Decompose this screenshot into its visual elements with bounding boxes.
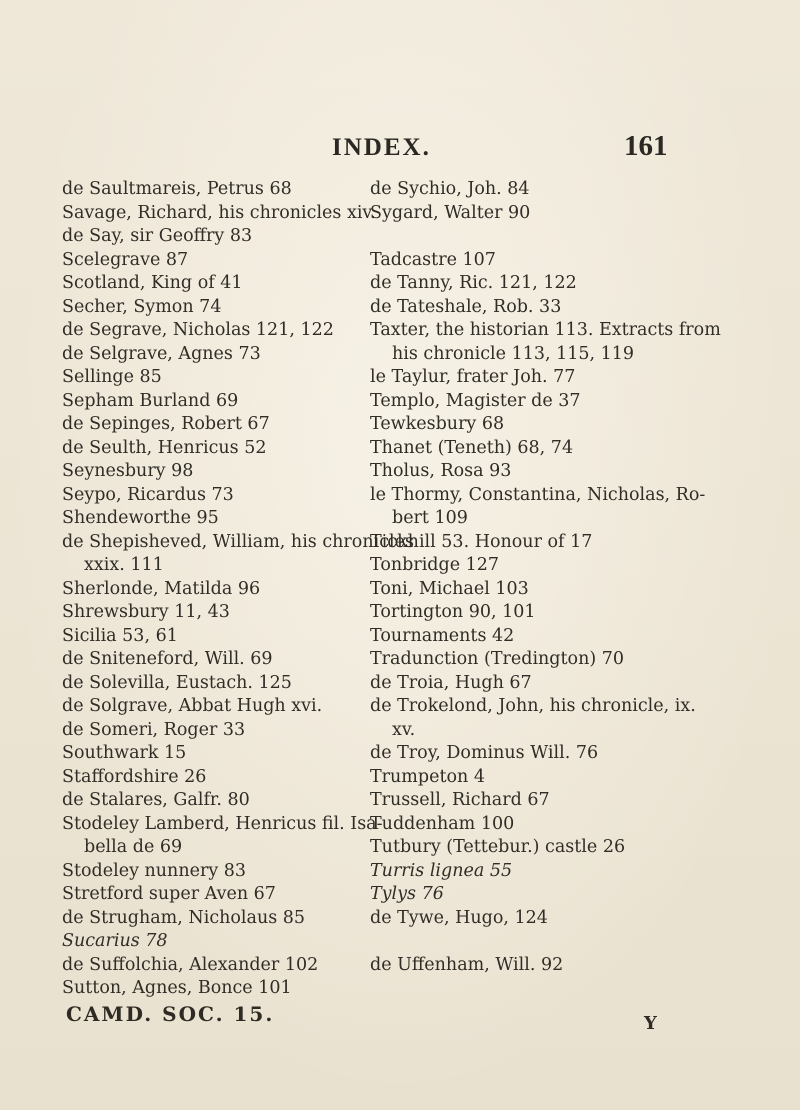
index-entry-text: Trussell, Richard 67 bbox=[370, 790, 550, 810]
index-entry bbox=[370, 296, 672, 320]
index-entry bbox=[62, 977, 362, 1001]
index-entry bbox=[370, 460, 672, 484]
signature-footer: CAMD. SOC. 15. bbox=[66, 1001, 275, 1026]
index-entry bbox=[62, 507, 362, 531]
index-entry bbox=[370, 695, 696, 742]
index-entry-text: de Troia, Hugh 67 bbox=[370, 672, 532, 693]
index-entry bbox=[370, 742, 672, 766]
index-entry bbox=[370, 907, 672, 931]
index-entry bbox=[62, 413, 362, 437]
index-entry bbox=[62, 719, 362, 743]
index-entry-text: le Taylur, frater Joh. 77 bbox=[370, 367, 576, 387]
index-entry bbox=[62, 695, 362, 719]
index-entry-text: de Sepinges, Robert 67 bbox=[62, 414, 270, 434]
index-entry bbox=[62, 202, 376, 226]
index-entry-text: de Tywe, Hugo, 124 bbox=[370, 907, 548, 928]
index-entry bbox=[370, 672, 672, 696]
index-entry bbox=[370, 601, 672, 625]
index-entry-list-u bbox=[370, 954, 672, 978]
index-entry-text: de Someri, Roger 33 bbox=[62, 719, 246, 740]
index-entry-continuation: bert 109 bbox=[392, 508, 468, 528]
index-entry-continuation: his chronicle 113, 115, 119 bbox=[392, 343, 635, 364]
page-number: 161 bbox=[624, 130, 668, 162]
index-entry-text: Secher, Symon 74 bbox=[62, 296, 222, 317]
index-entry-text: Tradunction (Tredington) 70 bbox=[370, 649, 625, 669]
index-entry bbox=[370, 789, 672, 813]
index-entry bbox=[62, 249, 362, 273]
index-entry-text: de Segrave, Nicholas 121, 122 bbox=[62, 320, 334, 340]
index-entry-continuation: xxix. 111 bbox=[84, 555, 164, 575]
index-entry bbox=[62, 813, 383, 860]
index-entry-text: de Sychio, Joh. 84 bbox=[370, 179, 530, 199]
index-entry-text: de Say, sir Geoffry 83 bbox=[62, 226, 253, 246]
index-entry-text: Sepham Burland 69 bbox=[62, 390, 239, 411]
index-entry-text: Southwark 15 bbox=[62, 743, 187, 763]
index-entry bbox=[62, 296, 362, 320]
index-entry-text: Trumpeton 4 bbox=[370, 766, 485, 787]
index-entry-text: Sicilia 53, 61 bbox=[62, 625, 178, 646]
index-entry-text: Tortington 90, 101 bbox=[370, 602, 536, 622]
index-entry-text: Scotland, King of 41 bbox=[62, 273, 243, 293]
index-entry bbox=[370, 437, 672, 461]
signature-mark: Y bbox=[644, 1013, 657, 1034]
index-entry-text: Seynesbury 98 bbox=[62, 461, 194, 481]
index-entry bbox=[62, 883, 362, 907]
index-entry-text: Tickhill 53. Honour of 17 bbox=[370, 531, 593, 552]
index-entry-text: de Stalares, Galfr. 80 bbox=[62, 790, 250, 810]
index-entry bbox=[370, 954, 672, 978]
index-entry bbox=[62, 225, 362, 249]
index-entry-text: Scelegrave 87 bbox=[62, 249, 189, 270]
index-entry bbox=[370, 554, 672, 578]
index-entry bbox=[62, 484, 362, 508]
index-entry bbox=[370, 484, 706, 531]
index-entry-text: de Sniteneford, Will. 69 bbox=[62, 649, 273, 669]
index-entry bbox=[62, 766, 362, 790]
index-entry-text: Tadcastre 107 bbox=[370, 249, 496, 270]
index-entry bbox=[62, 625, 362, 649]
index-entry-text: le Thormy, Constantina, Nicholas, Ro- bbox=[370, 484, 706, 505]
index-entry bbox=[370, 883, 672, 907]
page-header bbox=[0, 130, 800, 174]
index-entry-text: Sygard, Walter 90 bbox=[370, 202, 531, 223]
index-entry bbox=[62, 860, 362, 884]
index-entry-text: de Uffenham, Will. 92 bbox=[370, 954, 564, 975]
index-entry-text: Sellinge 85 bbox=[62, 367, 162, 387]
index-entry-text: Tewkesbury 68 bbox=[370, 414, 505, 434]
index-entry-text: Tholus, Rosa 93 bbox=[370, 461, 512, 481]
index-entry bbox=[370, 249, 672, 273]
index-entry bbox=[62, 437, 362, 461]
index-entry-text: de Tateshale, Rob. 33 bbox=[370, 296, 562, 317]
index-entry-text: de Seulth, Henricus 52 bbox=[62, 437, 267, 458]
index-entry-text: Turris lignea 55 bbox=[370, 860, 513, 881]
index-entry bbox=[62, 907, 362, 931]
index-entry-list-t bbox=[370, 249, 721, 931]
index-entry-list-s-continued bbox=[370, 178, 672, 225]
index-entry-text: Tournaments 42 bbox=[370, 625, 515, 646]
index-entry-text: Tuddenham 100 bbox=[370, 813, 515, 834]
index-entry-text: Toni, Michael 103 bbox=[370, 578, 529, 599]
index-entry-text: de Suffolchia, Alexander 102 bbox=[62, 954, 319, 975]
index-entry-text: de Shepisheved, William, his chronicles bbox=[62, 531, 414, 552]
index-entry-text: Stodeley Lamberd, Henricus fil. Isa- bbox=[62, 813, 383, 834]
index-entry bbox=[370, 178, 672, 202]
index-entry bbox=[370, 202, 672, 226]
index-entry-text: Stodeley nunnery 83 bbox=[62, 860, 247, 881]
index-entry bbox=[370, 813, 672, 837]
index-entry-text: de Troy, Dominus Will. 76 bbox=[370, 743, 599, 763]
index-entry bbox=[370, 766, 672, 790]
index-entry bbox=[62, 601, 362, 625]
index-entry-text: Tonbridge 127 bbox=[370, 555, 500, 575]
section-gap bbox=[370, 930, 672, 954]
index-entry bbox=[62, 930, 362, 954]
index-entry-text: de Strugham, Nicholaus 85 bbox=[62, 907, 306, 928]
index-entry-continuation: xv. bbox=[392, 719, 416, 740]
index-entry bbox=[370, 531, 672, 555]
index-entry bbox=[62, 178, 362, 202]
index-entry bbox=[62, 460, 362, 484]
index-entry-text: Seypo, Ricardus 73 bbox=[62, 484, 234, 505]
index-entry-text: Staffordshire 26 bbox=[62, 766, 207, 787]
index-entry-text: de Selgrave, Agnes 73 bbox=[62, 343, 261, 364]
index-entry-text: Sucarius 78 bbox=[62, 931, 168, 951]
index-entry bbox=[370, 625, 672, 649]
index-entry bbox=[62, 648, 362, 672]
index-entry-text: de Tanny, Ric. 121, 122 bbox=[370, 273, 577, 293]
index-entry bbox=[62, 672, 362, 696]
index-entry bbox=[62, 789, 362, 813]
index-entry bbox=[370, 366, 672, 390]
index-entry bbox=[370, 836, 672, 860]
index-entry-text: de Solgrave, Abbat Hugh xvi. bbox=[62, 696, 323, 716]
index-entry bbox=[62, 531, 414, 578]
index-entry bbox=[62, 343, 362, 367]
index-entry bbox=[370, 319, 721, 366]
index-entry bbox=[62, 954, 362, 978]
index-entry-text: Taxter, the historian 113. Extracts from bbox=[370, 320, 721, 340]
index-entry bbox=[370, 648, 672, 672]
index-entry bbox=[62, 272, 362, 296]
index-entry bbox=[62, 319, 362, 343]
index-entry-text: de Solevilla, Eustach. 125 bbox=[62, 672, 292, 693]
index-entry-text: Tylys 76 bbox=[370, 884, 444, 904]
index-entry-text: Stretford super Aven 67 bbox=[62, 884, 276, 904]
index-entry bbox=[370, 390, 672, 414]
index-entry bbox=[62, 742, 362, 766]
index-entry-text: Shrewsbury 11, 43 bbox=[62, 602, 230, 622]
page-title: INDEX. bbox=[332, 134, 431, 161]
index-column-right bbox=[370, 178, 721, 977]
index-entry-text: Sherlonde, Matilda 96 bbox=[62, 578, 261, 599]
index-entry-text: de Trokelond, John, his chronicle, ix. bbox=[370, 696, 696, 716]
section-gap bbox=[370, 225, 672, 249]
index-entry-text: Shendeworthe 95 bbox=[62, 508, 219, 528]
index-entry bbox=[370, 272, 672, 296]
index-entry-text: Tutbury (Tettebur.) castle 26 bbox=[370, 837, 626, 857]
index-entry-continuation: bella de 69 bbox=[84, 837, 183, 857]
index-entry bbox=[62, 578, 362, 602]
index-entry bbox=[62, 366, 362, 390]
index-entry bbox=[370, 413, 672, 437]
index-entry-text: de Saultmareis, Petrus 68 bbox=[62, 179, 292, 199]
index-entry bbox=[370, 860, 672, 884]
index-entry bbox=[62, 390, 362, 414]
index-entry-text: Thanet (Teneth) 68, 74 bbox=[370, 437, 574, 458]
index-entry-text: Sutton, Agnes, Bonce 101 bbox=[62, 978, 292, 998]
index-entry-text: Savage, Richard, his chronicles xiv. bbox=[62, 202, 376, 223]
index-entry bbox=[370, 578, 672, 602]
index-entry-text: Templo, Magister de 37 bbox=[370, 390, 581, 411]
